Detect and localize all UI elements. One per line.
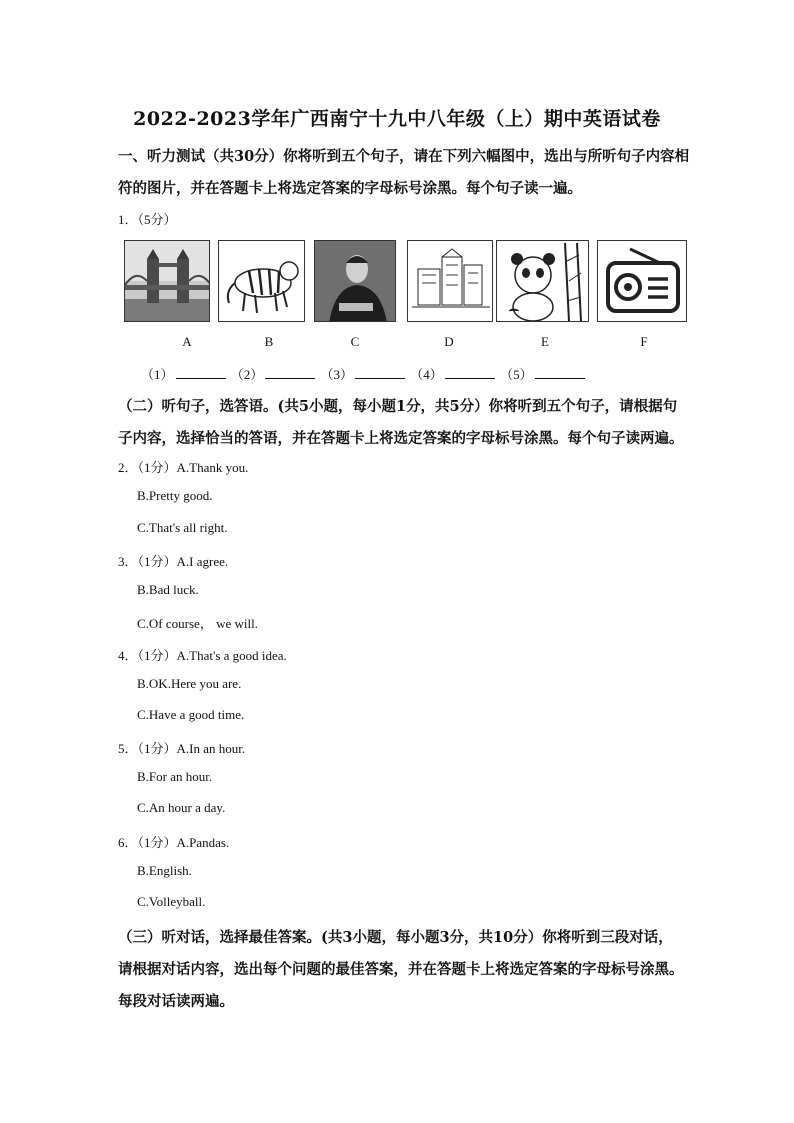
answer-blank-3[interactable] (355, 366, 405, 379)
blank-3-label: （3） (320, 367, 354, 382)
tiger-drawing (218, 240, 305, 322)
section1-heading-line1: 一、听力测试（共30分）你将听到五个句子，请在下列六幅图中，选出与所听句子内容相 (118, 148, 690, 165)
man-portrait-photo (314, 240, 396, 322)
picture-label-d: D (444, 334, 454, 349)
question-5-option-c: C.An hour a day. (137, 800, 226, 815)
question-6-option-a: 6．（1分）A.Pandas. (118, 835, 230, 850)
answer-blank-5[interactable] (535, 366, 585, 379)
question-6-option-c: C.Volleyball. (137, 894, 206, 909)
answer-blank-1[interactable] (176, 366, 226, 379)
blank-5-label: （5） (500, 367, 533, 382)
tower-bridge-photo (124, 240, 210, 322)
question-2-option-b: B.Pretty good. (137, 488, 213, 503)
question-4-option-c: C.Have a good time. (137, 707, 245, 722)
question-3-option-b: B.Bad luck. (137, 582, 199, 597)
question-4-option-b: B.OK.Here you are. (137, 676, 242, 691)
section3-heading-line2: 请根据对话内容，选出每个问题的最佳答案，并在答题卡上将选定答案的字母标号涂黑。 (118, 961, 684, 978)
answer-blank-4[interactable] (445, 366, 495, 379)
blank-4-label: （4） (410, 367, 443, 382)
section3-heading-line3: 每段对话读两遍。 (118, 993, 234, 1010)
section1-heading-line2: 符的图片，并在答题卡上将选定答案的字母标号涂黑。每个句子读一遍。 (118, 180, 582, 197)
blank-2-label: （2） (230, 367, 264, 382)
answer-blank-2[interactable] (265, 366, 315, 379)
section3-heading-line1: （三）听对话，选择最佳答案。(共3小题，每小题3分，共10分）你将听到三段对话， (118, 929, 673, 946)
section2-heading-line2: 子内容，选择恰当的答语，并在答题卡上将选定答案的字母标号涂黑。每个句子读两遍。 (118, 430, 684, 447)
picture-label-f: F (640, 334, 648, 349)
building-sketch (407, 240, 493, 322)
picture-label-c: C (350, 334, 360, 349)
question-4-option-a: 4．（1分）A.That's a good idea. (118, 648, 287, 663)
question-1-label: 1．（5分） (118, 212, 177, 227)
page-title: 2022-2023学年广西南宁十九中八年级（上）期中英语试卷 (133, 108, 661, 130)
question-6-option-b: B.English. (137, 863, 192, 878)
picture-label-a: A (182, 334, 192, 349)
question-3-option-c: C.Of course， we will. (137, 616, 258, 631)
question-2-option-a: 2．（1分）A.Thank you. (118, 460, 249, 475)
picture-label-e: E (541, 334, 549, 349)
picture-strip (124, 240, 687, 322)
picture-label-b: B (264, 334, 274, 349)
question-2-option-c: C.That's all right. (137, 520, 228, 535)
section2-heading-line1: （二）听句子，选答语。(共5小题，每小题1分，共5分）你将听到五个句子，请根据句 (118, 398, 678, 415)
radio-icon (597, 240, 687, 322)
question-5-option-a: 5．（1分）A.In an hour. (118, 741, 246, 756)
question-3-option-a: 3．（1分）A.I agree. (118, 554, 229, 569)
blank-1-label: （1） (141, 367, 174, 382)
panda-bamboo-drawing (496, 240, 589, 322)
answer-blanks (141, 364, 587, 383)
question-5-option-b: B.For an hour. (137, 769, 213, 784)
